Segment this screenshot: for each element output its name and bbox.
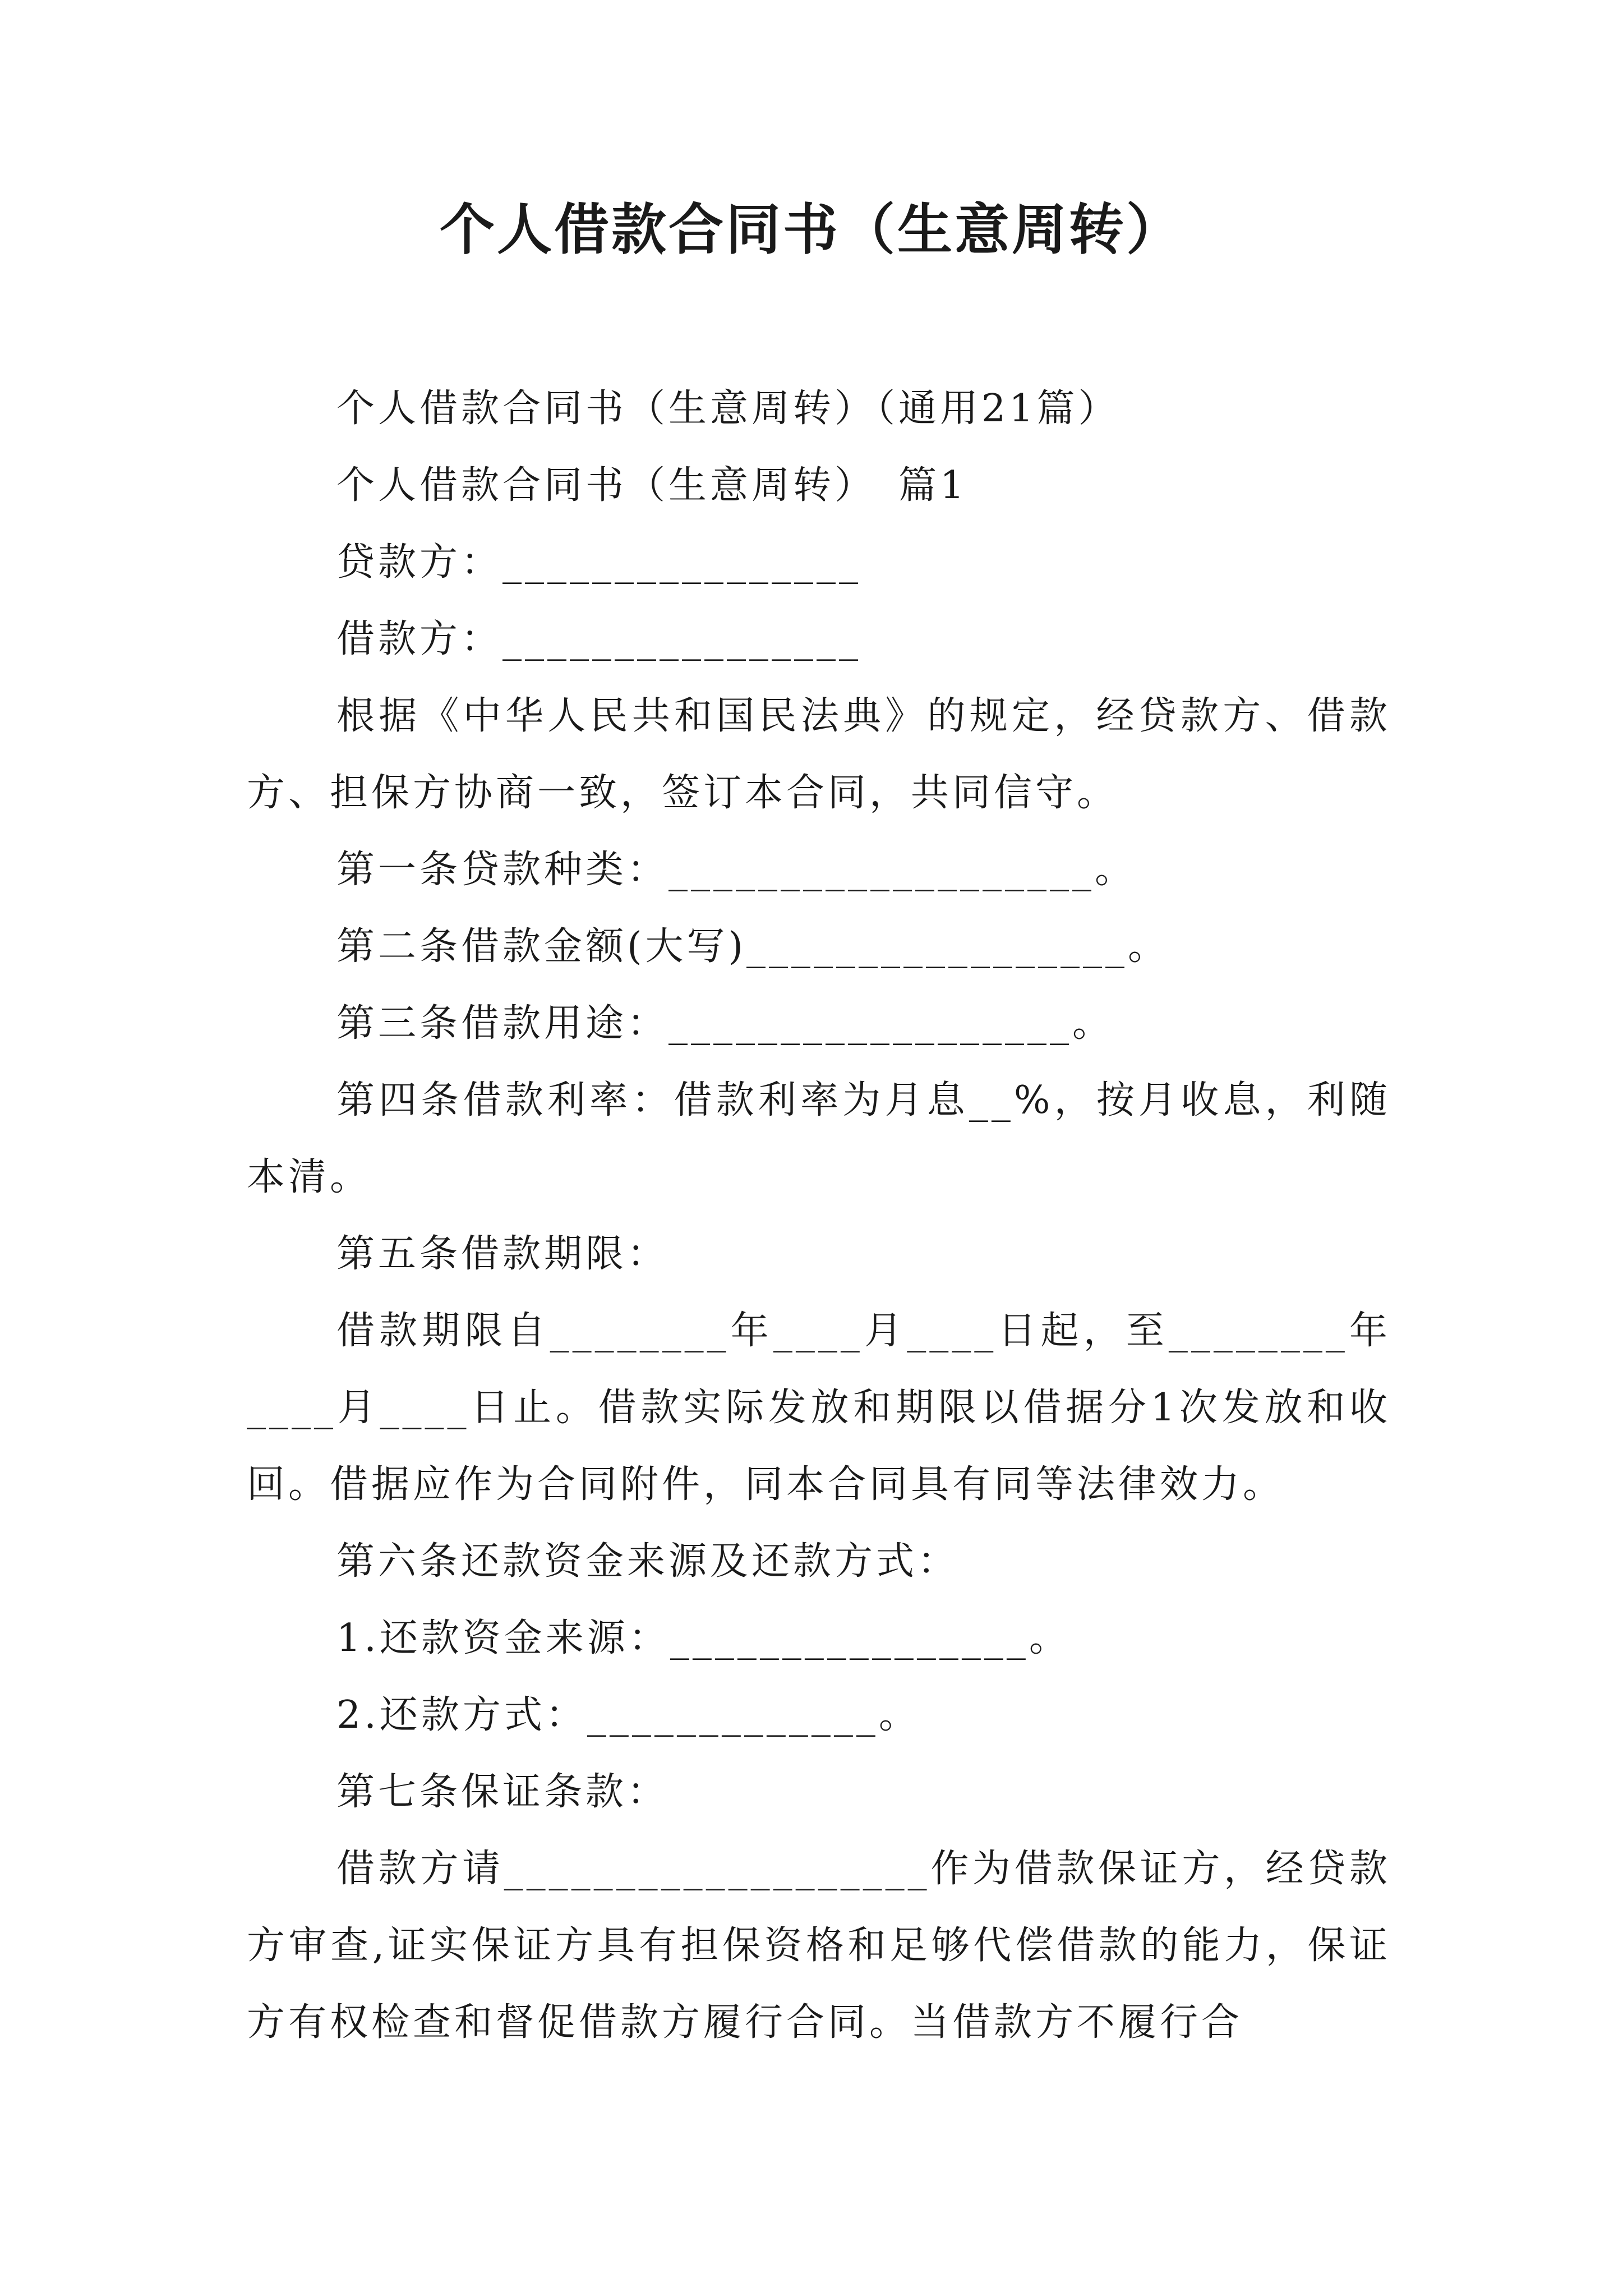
article-1: 第一条贷款种类：___________________。 xyxy=(336,848,1137,892)
article-5-body: 借款期限自________年____月____日起，至________年____月____日止。借款实际发放和期限以借据分1次发放和收回。借据应作为合同附件，同本合同具有同等法律效力。 xyxy=(247,1309,1391,1507)
article-6-heading: 第六条还款资金来源及还款方式： xyxy=(336,1539,960,1584)
article-6-item-1: 1.还款资金来源：________________。 xyxy=(336,1616,1071,1660)
article-7-heading: 第七条保证条款： xyxy=(336,1770,669,1814)
document-subtitle: 个人借款合同书（生意周转）（通用21篇） xyxy=(336,386,1120,431)
document-title: 个人借款合同书（生意周转） xyxy=(439,197,1183,262)
document-body xyxy=(247,370,1391,2061)
section-heading: 个人借款合同书（生意周转） 篇1 xyxy=(336,463,968,508)
article-4: 第四条借款利率：借款利率为月息__%，按月收息，利随本清。 xyxy=(247,1078,1391,1199)
article-7-body: 借款方请___________________作为借款保证方，经贷款方审查,证实保证方具有担保资格和足够代偿借款的能力，保证方有权检查和督促借款方履行合同。当借款方不履行合 xyxy=(247,1847,1391,2045)
article-6-item-2: 2.还款方式：_____________。 xyxy=(336,1693,920,1737)
preamble-paragraph: 根据《中华人民共和国民法典》的规定，经贷款方、借款方、担保方协商一致，签订本合同，共同信守。 xyxy=(247,694,1391,815)
article-5-heading: 第五条借款期限： xyxy=(336,1232,669,1276)
article-3: 第三条借款用途：__________________。 xyxy=(336,1001,1114,1046)
article-2: 第二条借款金额(大写)_________________。 xyxy=(336,924,1170,969)
lender-line: 贷款方：________________ xyxy=(336,540,862,585)
borrower-line: 借款方：________________ xyxy=(336,617,862,661)
